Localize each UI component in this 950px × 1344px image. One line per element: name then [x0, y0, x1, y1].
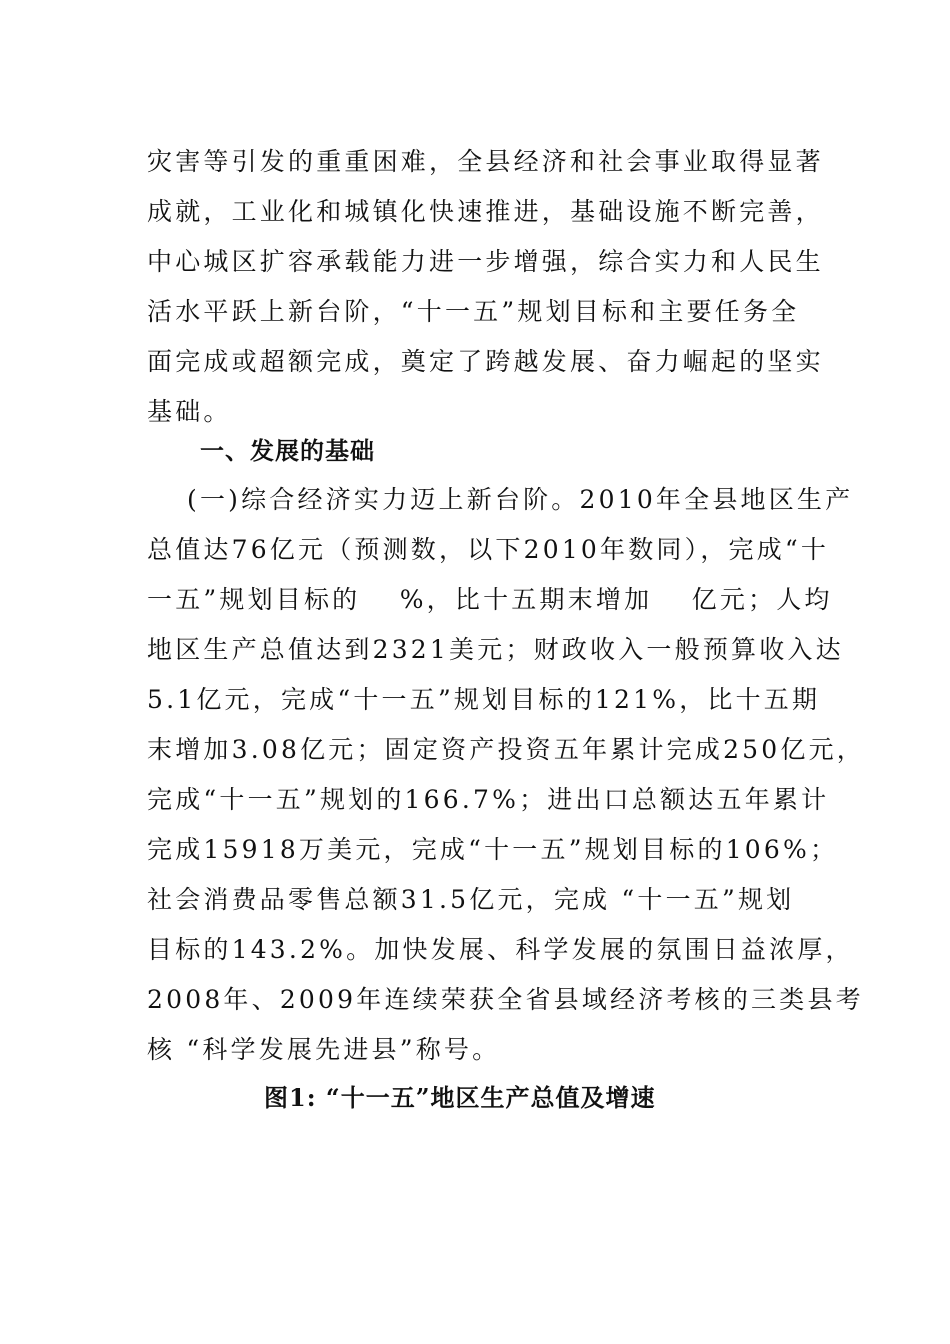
paragraph-line: 完成15918万美元，完成“十一五”规划目标的106%；	[147, 835, 839, 864]
figure-caption: 图1: “十一五”地区生产总值及增速	[264, 1083, 656, 1112]
paragraph-line: 目标的143.2%。加快发展、科学发展的氛围日益浓厚，	[147, 935, 854, 964]
intro-line: 基础。	[147, 397, 232, 426]
intro-line: 面完成或超额完成，奠定了跨越发展、奋力崛起的坚实	[147, 347, 824, 376]
paragraph-line: 一五”规划目标的 %，比十五期末增加 亿元；人均	[147, 585, 833, 614]
paragraph-line: 总值达76亿元（预测数，以下2010年数同），完成“十	[147, 535, 830, 564]
paragraph-line: 地区生产总值达到2321美元；财政收入一般预算收入达	[147, 635, 844, 664]
paragraph-line: (一)综合经济实力迈上新台阶。2010年全县地区生产	[187, 485, 854, 514]
intro-line: 成就，工业化和城镇化快速推进，基础设施不断完善，	[147, 197, 824, 226]
paragraph-line: 完成“十一五”规划的166.7%；进出口总额达五年累计	[147, 785, 830, 814]
paragraph-line: 2008年、2009年连续荣获全省县域经济考核的三类县考	[147, 985, 864, 1014]
intro-line: 活水平跃上新台阶，“十一五”规划目标和主要任务全	[147, 297, 800, 326]
paragraph-line: 核 “科学发展先进县”称号。	[147, 1035, 501, 1064]
intro-line: 中心城区扩容承载能力进一步增强，综合实力和人民生	[147, 247, 824, 276]
section-heading: 一、发展的基础	[200, 436, 375, 465]
paragraph-line: 社会消费品零售总额31.5亿元，完成 “十一五”规划	[147, 885, 795, 914]
paragraph-line: 末增加3.08亿元；固定资产投资五年累计完成250亿元，	[147, 735, 865, 764]
intro-line: 灾害等引发的重重困难，全县经济和社会事业取得显著	[147, 147, 824, 176]
paragraph-line: 5.1亿元，完成“十一五”规划目标的121%，比十五期	[147, 685, 821, 714]
